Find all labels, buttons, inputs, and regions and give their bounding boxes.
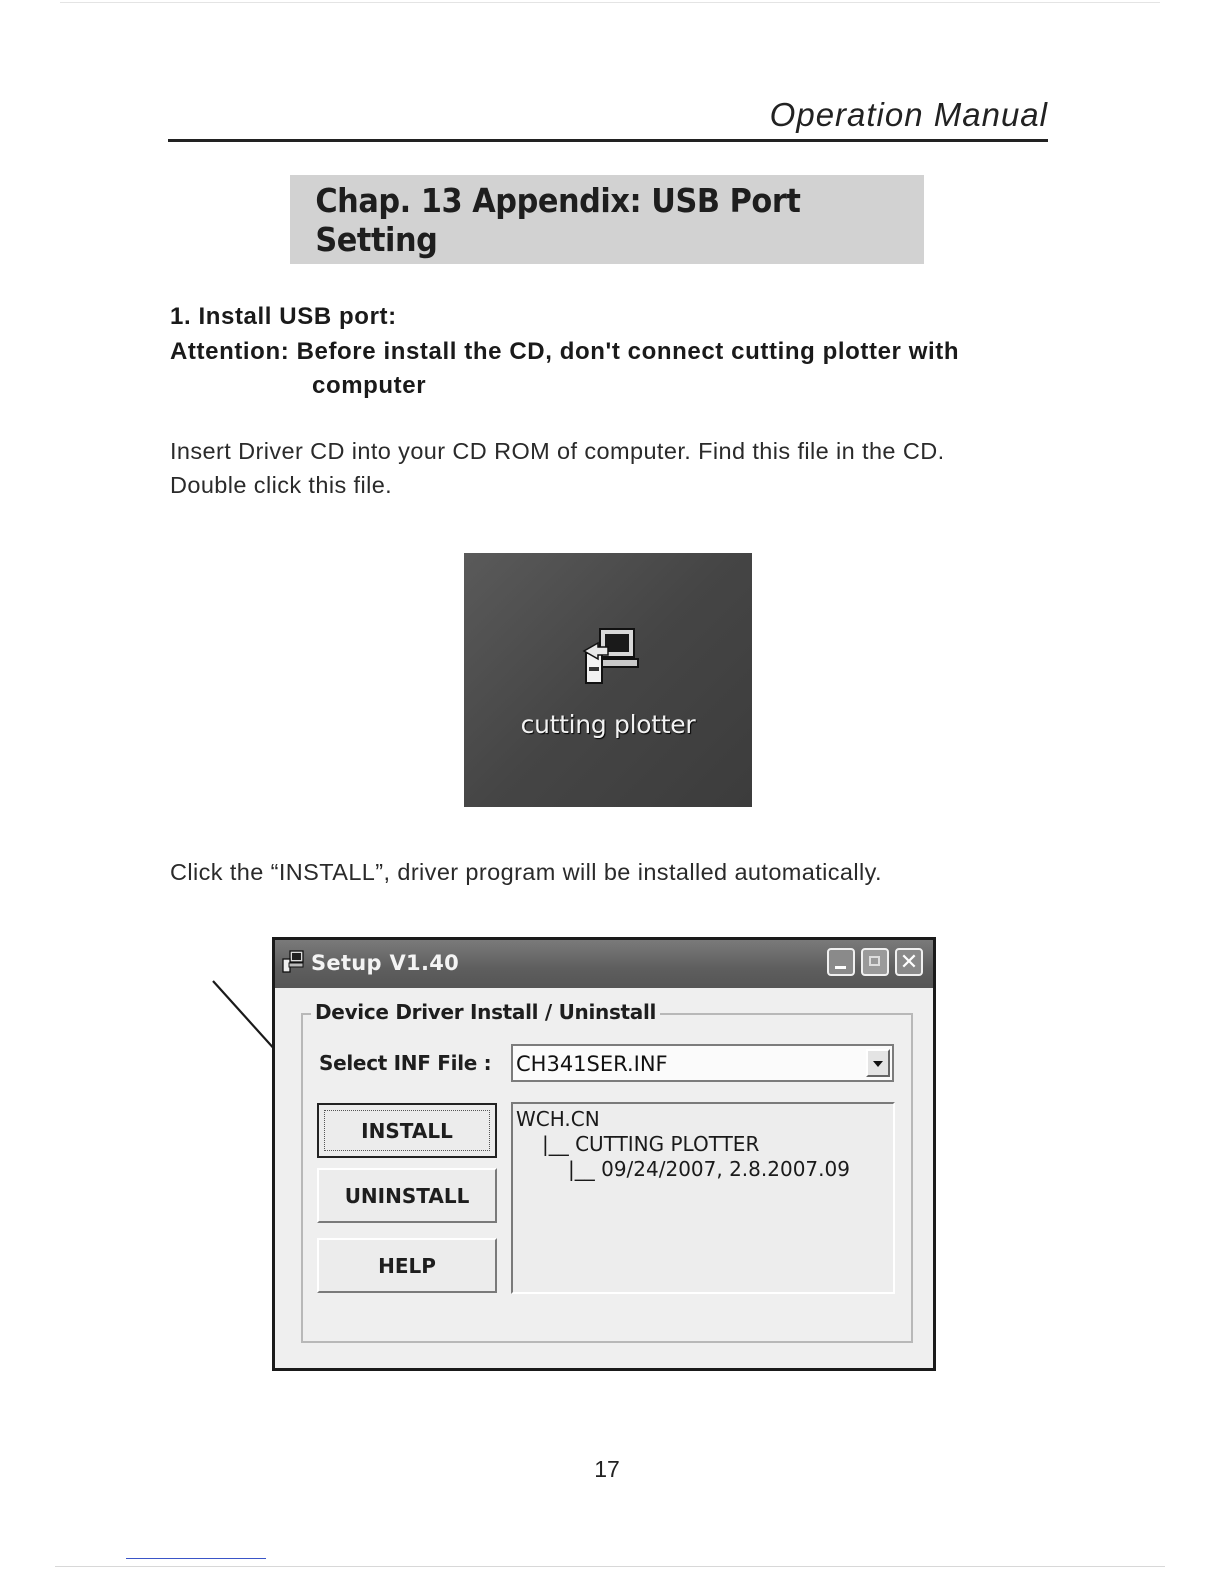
top-border-line	[60, 2, 1160, 3]
instruction-paragraph-2: Double click this file.	[170, 472, 393, 498]
bottom-link-underline	[126, 1558, 266, 1559]
close-button[interactable]: ✕	[895, 948, 923, 976]
instruction-paragraph-1: Insert Driver CD into your CD ROM of computer. Find this file in the CD.	[170, 438, 945, 464]
instruction-paragraph-3: Click the “INSTALL”, driver program will be installed automatically.	[170, 859, 882, 885]
install-button[interactable]	[317, 1103, 497, 1158]
help-button[interactable]	[317, 1238, 497, 1293]
chevron-down-icon[interactable]	[866, 1049, 890, 1077]
desktop-icon-screenshot	[464, 553, 752, 807]
info-line-vendor: WCH.CN	[516, 1107, 600, 1131]
minimize-button[interactable]	[827, 948, 855, 976]
header-divider	[168, 139, 1048, 142]
inf-file-select[interactable]	[511, 1044, 894, 1082]
focus-rectangle	[324, 1110, 490, 1151]
setup-dialog-window	[272, 937, 936, 1371]
dialog-titlebar[interactable]	[275, 940, 933, 988]
inf-file-label: Select INF File :	[319, 1051, 492, 1075]
setup-icon[interactable]	[580, 623, 640, 689]
group-box-title: Device Driver Install / Uninstall	[311, 1000, 660, 1024]
install-button-label: INSTALL	[361, 1118, 453, 1143]
uninstall-button[interactable]	[317, 1168, 497, 1223]
setup-app-icon	[281, 949, 305, 973]
attention-note-line1: Attention: Before install the CD, don't connect cutting plotter with	[170, 338, 960, 365]
help-button-label: HELP	[378, 1253, 436, 1278]
desktop-icon-label: cutting plotter	[520, 710, 696, 739]
info-line-version: |__ 09/24/2007, 2.8.2007.09	[568, 1157, 850, 1181]
dialog-title: Setup V1.40	[311, 951, 460, 975]
page-number: 17	[594, 1456, 620, 1482]
info-line-device: |__ CUTTING PLOTTER	[542, 1132, 760, 1156]
maximize-button[interactable]	[861, 948, 889, 976]
uninstall-button-label: UNINSTALL	[344, 1183, 470, 1208]
attention-note-line2: computer	[312, 372, 427, 399]
chapter-title-box	[290, 175, 924, 264]
bottom-border-line	[55, 1566, 1165, 1567]
inf-file-value: CH341SER.INF	[516, 1052, 668, 1076]
driver-info-box	[511, 1102, 895, 1294]
chapter-title: Chap. 13 Appendix: USB Port Setting	[315, 180, 801, 259]
section-heading: 1. Install USB port:	[170, 303, 397, 330]
page-header-title: Operation Manual	[769, 96, 1048, 133]
